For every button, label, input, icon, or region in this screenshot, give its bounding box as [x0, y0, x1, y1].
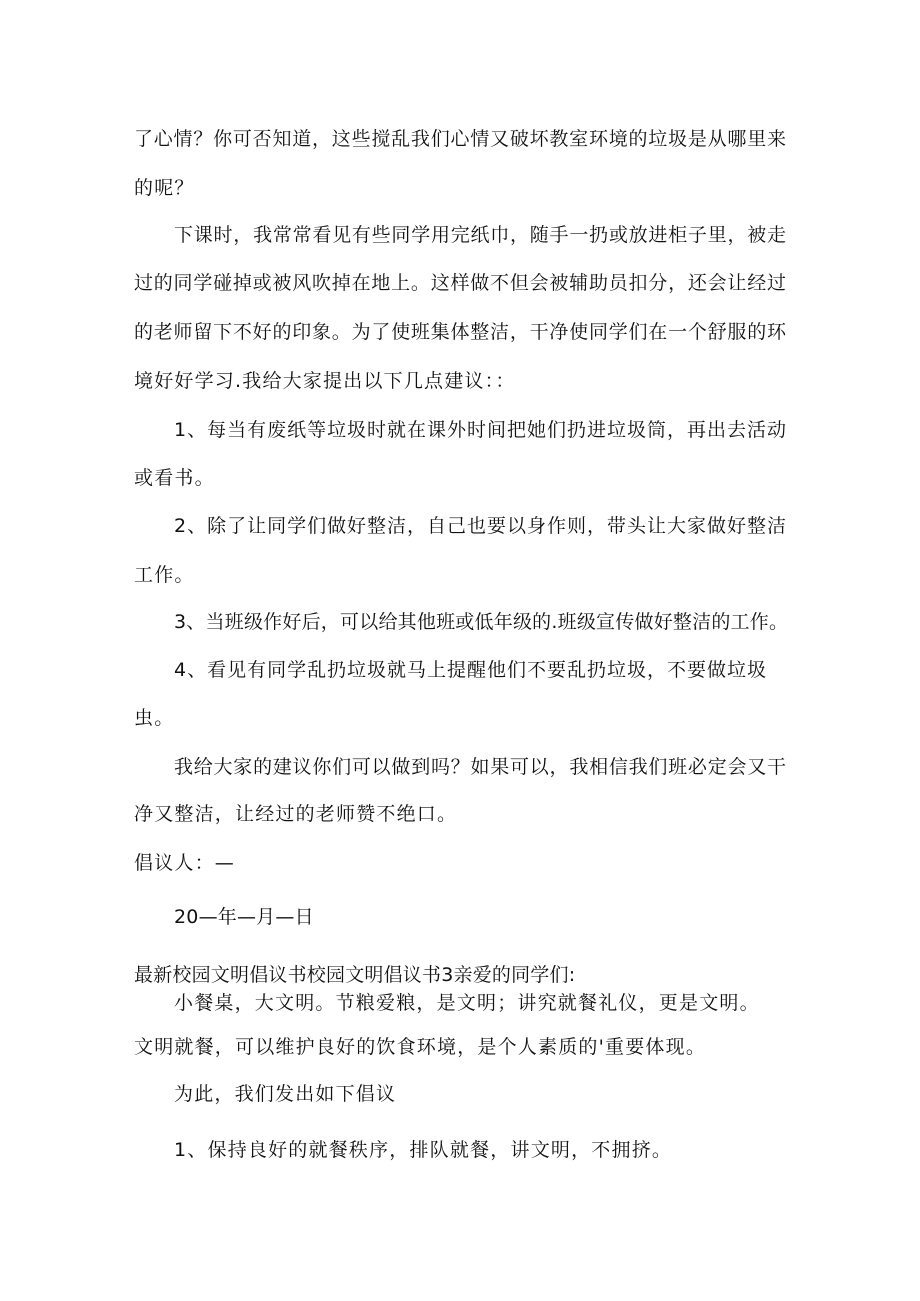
- paragraph-line: 过的同学碰掉或被风吹掉在地上。这样做不但会被辅助员扣分，还会让经过: [134, 272, 786, 294]
- paragraph-line: 下课时，我常常看见有些同学用完纸巾，随手一扔或放进柜子里，被走: [174, 224, 786, 246]
- paragraph-line: 的老师留下不好的印象。为了使班集体整洁，干净使同学们在一个舒服的环: [134, 321, 786, 343]
- paragraph-line: 的呢？: [134, 177, 195, 199]
- signature-label: 倡议人：—: [134, 852, 236, 874]
- list-item-line: 2、除了让同学们做好整洁，自己也要以身作则，带头让大家做好整洁: [174, 515, 786, 537]
- paragraph-line: 文明就餐，可以维护良好的饮食环境，是个人素质的'重要体现。: [134, 1036, 707, 1058]
- list-item-line: 4、看见有同学乱扔垃圾就马上提醒他们不要乱扔垃圾，不要做垃圾: [174, 659, 766, 681]
- paragraph-line: 小餐桌，大文明。节粮爱粮，是文明；讲究就餐礼仪，更是文明。: [174, 992, 760, 1014]
- date-line: 20—年—月—日: [174, 906, 314, 928]
- list-item-line: 或看书。: [134, 467, 215, 489]
- list-item-line: 虫。: [134, 707, 175, 729]
- list-item-line: 3、当班级作好后，可以给其他班或低年级的.班级宣传做好整洁的工作。: [174, 611, 788, 633]
- list-item-line: 工作。: [134, 564, 195, 586]
- list-item-line: 1、保持良好的就餐秩序，排队就餐，讲文明，不拥挤。: [174, 1139, 673, 1161]
- paragraph-line: 为此，我们发出如下倡议: [174, 1083, 397, 1105]
- list-item-line: 1、每当有废纸等垃圾时就在课外时间把她们扔进垃圾筒，再出去活动: [174, 419, 786, 441]
- paragraph-line: 净又整洁，让经过的老师赞不绝口。: [134, 803, 458, 825]
- paragraph-line: 境好好学习.我给大家提出以下几点建议：：: [134, 370, 516, 392]
- paragraph-line: 我给大家的建议你们可以做到吗？如果可以，我相信我们班必定会又干: [174, 756, 786, 778]
- paragraph-line: 了心情？你可否知道，这些搅乱我们心情又破坏教室环境的垃圾是从哪里来: [134, 128, 786, 150]
- section-title: 最新校园文明倡议书校园文明倡议书3亲爱的同学们:: [134, 964, 576, 986]
